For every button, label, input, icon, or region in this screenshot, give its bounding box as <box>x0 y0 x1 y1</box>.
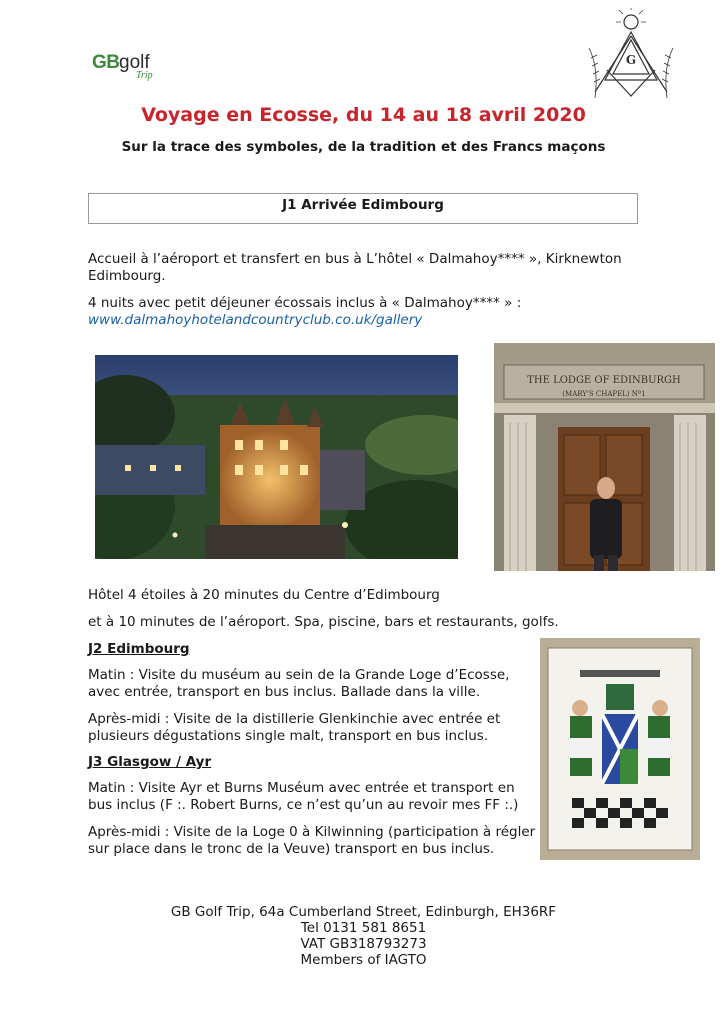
day3-p2-line1: Après-midi : Visite de la Loge 0 à Kilwinning (participation à régler <box>88 824 536 840</box>
day1-paragraph-1 <box>88 251 622 285</box>
day2-paragraph-1 <box>88 667 509 701</box>
day1-paragraph-2 <box>88 295 521 329</box>
day3-p1-line1: Matin : Visite Ayr et Burns Muséum avec entrée et transport en <box>88 780 515 796</box>
lodge-sign-text: THE LODGE OF EDINBURGH <box>527 375 681 386</box>
day3-p1-line2: bus inclus (F :. Robert Burns, ce n’est qu’un au revoir mes FF :.) <box>88 797 519 813</box>
day3-p2-line2: sur place dans le tronc de la Veuve) transport en bus inclus. <box>88 841 495 857</box>
day2-heading: J2 Edimbourg <box>88 641 190 657</box>
footer-vat: VAT GB318793273 <box>300 936 427 952</box>
company-logo <box>92 52 162 82</box>
logo-golf: golf <box>119 52 150 73</box>
day3-paragraph-1 <box>88 780 518 814</box>
day2-p2-line1: Après-midi : Visite de la distillerie Glenkinchie avec entrée et <box>88 711 501 727</box>
day1-p2-text: 4 nuits avec petit déjeuner écossais inclus à « Dalmahoy**** » : <box>88 295 522 311</box>
day2-p1-line2: avec entrée, transport en bus inclus. Ballade dans la ville. <box>88 684 481 700</box>
gallery-link[interactable]: www.dalmahoyhotelandcountryclub.co.uk/gallery <box>88 312 423 328</box>
day1-p1-line1: Accueil à l’aéroport et transfert en bus à L’hôtel « Dalmahoy**** », Kirknewton <box>88 251 622 267</box>
logo-trip: Trip <box>136 70 153 81</box>
day3-heading: J3 Glasgow / Ayr <box>88 754 212 770</box>
footer-members: Members of IAGTO <box>300 952 427 968</box>
hotel-photo <box>95 355 458 559</box>
day2-p1-line1: Matin : Visite du muséum au sein de la Grande Loge d’Ecosse, <box>88 667 510 683</box>
day1-paragraph-3: Hôtel 4 étoiles à 20 minutes du Centre d’Edimbourg <box>88 587 440 603</box>
svg-text:G: G <box>625 53 637 67</box>
lodge-photo <box>494 343 715 571</box>
day2-p2-line2: plusieurs dégustations single malt, transport en bus inclus. <box>88 728 489 744</box>
lodge-banner-photo <box>540 638 700 860</box>
day2-paragraph-2 <box>88 711 500 745</box>
footer-address: GB Golf Trip, 64a Cumberland Street, Edinburgh, EH36RF <box>170 904 557 920</box>
day1-title-box: J1 Arrivée Edimbourg <box>88 193 638 224</box>
footer <box>0 904 727 968</box>
day1-p1-line2: Edimbourg. <box>88 268 166 284</box>
footer-tel: Tel 0131 581 8651 <box>300 920 427 936</box>
day3-paragraph-2 <box>88 824 535 858</box>
page-subtitle: Sur la trace des symboles, de la tradition et des Francs maçons <box>121 139 606 155</box>
masonic-emblem-icon <box>585 8 677 104</box>
lodge-subsign-text: (MARY'S CHAPEL) Nº1 <box>562 390 646 398</box>
day1-paragraph-4: et à 10 minutes de l’aéroport. Spa, piscine, bars et restaurants, golfs. <box>88 614 559 630</box>
logo-gb: GB <box>92 52 120 73</box>
page-title: Voyage en Ecosse, du 14 au 18 avril 2020 <box>141 104 586 126</box>
